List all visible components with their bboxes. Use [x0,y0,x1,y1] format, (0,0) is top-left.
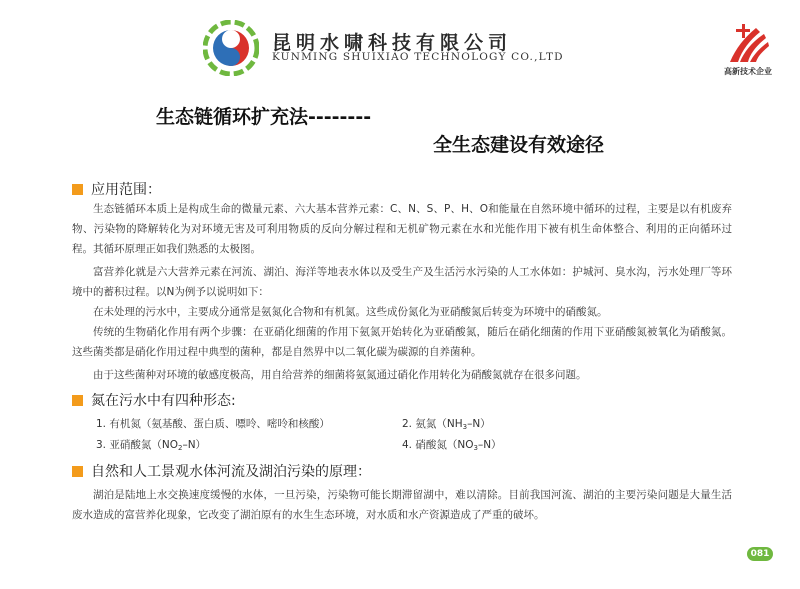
paragraph: 湖泊是陆地上水交换速度缓慢的水体，一旦污染，污染物可能长期滞留湖中，难以清除。目前我国河流、湖泊的主要污染问题是大量生活废水造成的富营养化现象，它改变了湖泊原有的水生生态环境，对水质和水产资源造成了严重的破坏。 [72,489,732,521]
bullet-square-icon [72,184,83,195]
page-number: 081 [747,547,773,561]
paragraph: 传统的生物硝化作用有两个步骤：在亚硝化细菌的作用下氨氮开始转化为亚硝酸氮，随后在硝化细菌的作用下亚硝酸氮被氧化为硝酸氮。这些菌类都是硝化作用过程中典型的菌种，都是自然界中以二氧化碳为碳源的自养菌种。 [72,326,732,358]
paragraph: 富营养化就是六大营养元素在河流、湖泊、海洋等地表水体以及受生产及生活污水污染的人工水体如：护城河、臭水沟，污水处理厂等环境中的蓄积过程。以N为例予以说明如下： [72,266,732,298]
page-header [0,0,800,90]
list-item: 1. 有机氮（氨基酸、蛋白质、嘌呤、嘧呤和核酸） [96,418,330,430]
section-heading-scope [72,179,161,199]
paragraph: 在未处理的污水中，主要成分通常是氨氮化合物和有机氮。这些成份氮化为亚硝酸氮后转变为环境中的硝酸氮。 [93,306,608,318]
list-item: 2. 氨氮$(NH_3-N)$ [402,418,491,431]
paragraph: 由于这些菌种对环境的敏感度极高，用自给营养的细菌将氨氮通过硝化作用转化为硝酸氮就存在很多问题。 [93,369,587,381]
bullet-square-icon [72,395,83,406]
bullet-square-icon [72,466,83,477]
title-line-2: 全生态建设有效途径 [433,134,605,156]
list-item: 3. 亚硝酸氮$(NO_2-N)$ [96,439,207,452]
section-heading-text: 自然和人工景观水体河流及湖泊污染的原理： [91,464,371,480]
list-item: 4. 硝酸氮$(NO_3-N)$ [402,439,502,452]
company-name-cn: 昆明水啸科技有限公司 [272,32,513,54]
title-line-1: 生态链循环扩充法-------- [156,106,372,128]
section-heading-text: 应用范围： [91,182,161,198]
company-logo-icon [203,20,259,76]
company-name-en: KUNMING SHUIXIAO TECHNOLOGY CO.,LTD [272,51,564,63]
section-heading-principle [72,461,371,481]
section-heading-forms [72,390,236,410]
hitech-label: 高新技术企业 [724,67,772,76]
paragraph: 生态链循环本质上是构成生命的微量元素、六大基本营养元素：C、N、S、P、H、O和能量在自然环境中循环的过程，主要是以有机废弃物、污染物的降解转化为对环境无害及可利用物质的反向分解过程和无机矿物元素在水和光能作用下被有机生命体整合、利用的正向循环过程。其循环原理正如我们熟悉的太极图。 [72,203,732,255]
hitech-enterprise-icon [722,18,774,68]
section-heading-text: 氮在污水中有四种形态: [91,393,236,409]
